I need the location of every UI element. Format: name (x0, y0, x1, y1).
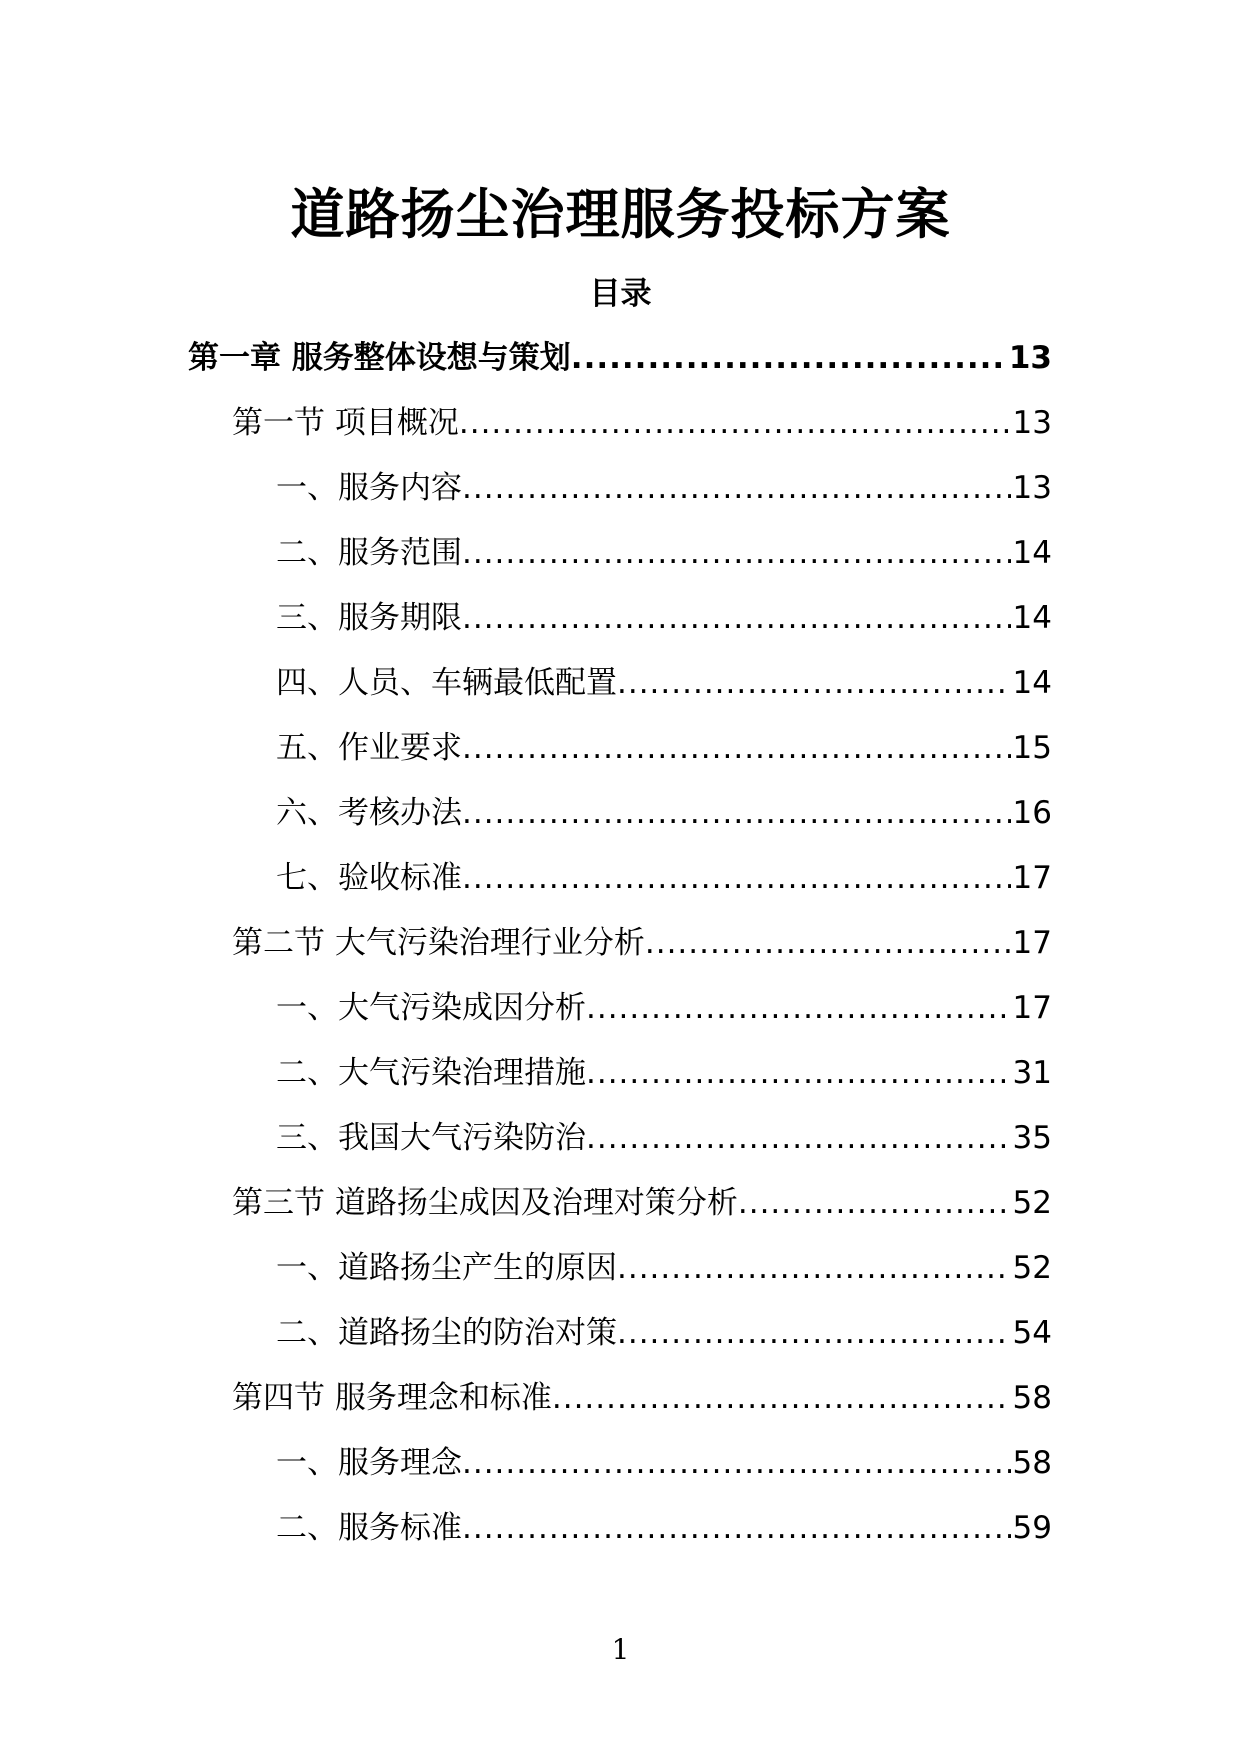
toc-entry-page: 14 (1012, 535, 1052, 571)
toc-entry-label: 第二节 大气污染治理行业分析 (232, 925, 645, 961)
toc-entry-label: 一、服务内容 (276, 470, 462, 506)
toc-dot-leader (462, 726, 1011, 770)
toc-dot-leader (738, 1181, 1011, 1225)
toc-entry-label: 第一节 项目概况 (232, 405, 459, 441)
toc-entry-label: 六、考核办法 (276, 795, 462, 831)
toc-entry-page: 13 (1012, 470, 1052, 506)
toc-entry-label: 第一章 服务整体设想与策划 (188, 340, 571, 376)
toc-entry-label: 四、人员、车辆最低配置 (276, 665, 617, 701)
toc-dot-leader (586, 1051, 1011, 1095)
toc-entry-page: 52 (1012, 1250, 1052, 1286)
toc-entry-item[interactable] (0, 986, 1241, 1051)
toc-entry-page: 59 (1012, 1510, 1052, 1546)
toc-entry-section-3[interactable] (0, 1181, 1241, 1246)
toc-entry-page: 58 (1012, 1380, 1052, 1416)
toc-dot-leader (462, 531, 1011, 575)
toc-dot-leader (462, 856, 1011, 900)
table-of-contents (0, 336, 1241, 1571)
toc-entry-page: 13 (1012, 405, 1052, 441)
toc-dot-leader (586, 1116, 1011, 1160)
page-number: 1 (611, 1633, 630, 1666)
toc-entry-label: 二、大气污染治理措施 (276, 1055, 586, 1091)
toc-entry-item[interactable] (0, 1311, 1241, 1376)
toc-entry-page: 13 (1008, 340, 1052, 376)
toc-entry-page: 16 (1012, 795, 1052, 831)
toc-entry-label: 一、大气污染成因分析 (276, 990, 586, 1026)
toc-entry-section-4[interactable] (0, 1376, 1241, 1441)
toc-entry-label: 五、作业要求 (276, 730, 462, 766)
toc-entry-page: 58 (1012, 1445, 1052, 1481)
toc-entry-label: 一、道路扬尘产生的原因 (276, 1250, 617, 1286)
toc-entry-item[interactable] (0, 596, 1241, 661)
toc-entry-label: 三、我国大气污染防治 (276, 1120, 586, 1156)
toc-dot-leader (571, 336, 1007, 380)
toc-entry-item[interactable] (0, 1246, 1241, 1311)
toc-dot-leader (462, 791, 1011, 835)
toc-entry-item[interactable] (0, 466, 1241, 531)
toc-dot-leader (645, 921, 1011, 965)
toc-dot-leader (617, 1246, 1011, 1290)
toc-entry-item[interactable] (0, 791, 1241, 856)
toc-entry-page: 35 (1012, 1120, 1052, 1156)
toc-entry-page: 17 (1012, 860, 1052, 896)
toc-entry-item[interactable] (0, 1441, 1241, 1506)
toc-entry-label: 二、道路扬尘的防治对策 (276, 1315, 617, 1351)
toc-entry-item[interactable] (0, 1116, 1241, 1181)
toc-entry-item[interactable] (0, 856, 1241, 921)
toc-entry-section-2[interactable] (0, 921, 1241, 986)
toc-dot-leader (462, 596, 1011, 640)
toc-dot-leader (617, 1311, 1011, 1355)
toc-dot-leader (462, 1506, 1011, 1550)
toc-entry-label: 第四节 服务理念和标准 (232, 1380, 552, 1416)
toc-dot-leader (462, 1441, 1011, 1485)
toc-entry-page: 52 (1012, 1185, 1052, 1221)
toc-entry-item[interactable] (0, 1051, 1241, 1116)
toc-entry-item[interactable] (0, 726, 1241, 791)
document-title: 道路扬尘治理服务投标方案 (290, 183, 951, 246)
toc-entry-label: 三、服务期限 (276, 600, 462, 636)
toc-dot-leader (617, 661, 1011, 705)
toc-dot-leader (462, 466, 1011, 510)
toc-entry-page: 14 (1012, 600, 1052, 636)
toc-entry-page: 17 (1012, 990, 1052, 1026)
toc-entry-page: 17 (1012, 925, 1052, 961)
toc-entry-page: 54 (1012, 1315, 1052, 1351)
toc-entry-section-1[interactable] (0, 401, 1241, 466)
toc-entry-page: 15 (1012, 730, 1052, 766)
toc-entry-label: 二、服务标准 (276, 1510, 462, 1546)
toc-entry-page: 31 (1012, 1055, 1052, 1091)
toc-heading: 目录 (589, 276, 652, 312)
toc-entry-item[interactable] (0, 531, 1241, 596)
toc-entry-chapter-1[interactable] (0, 336, 1241, 401)
toc-dot-leader (552, 1376, 1011, 1420)
toc-dot-leader (586, 986, 1011, 1030)
toc-entry-label: 七、验收标准 (276, 860, 462, 896)
toc-entry-page: 14 (1012, 665, 1052, 701)
toc-entry-label: 一、服务理念 (276, 1445, 462, 1481)
toc-entry-label: 二、服务范围 (276, 535, 462, 571)
toc-entry-item[interactable] (0, 661, 1241, 726)
toc-entry-item[interactable] (0, 1506, 1241, 1571)
toc-entry-label: 第三节 道路扬尘成因及治理对策分析 (232, 1185, 738, 1221)
toc-dot-leader (459, 401, 1011, 445)
